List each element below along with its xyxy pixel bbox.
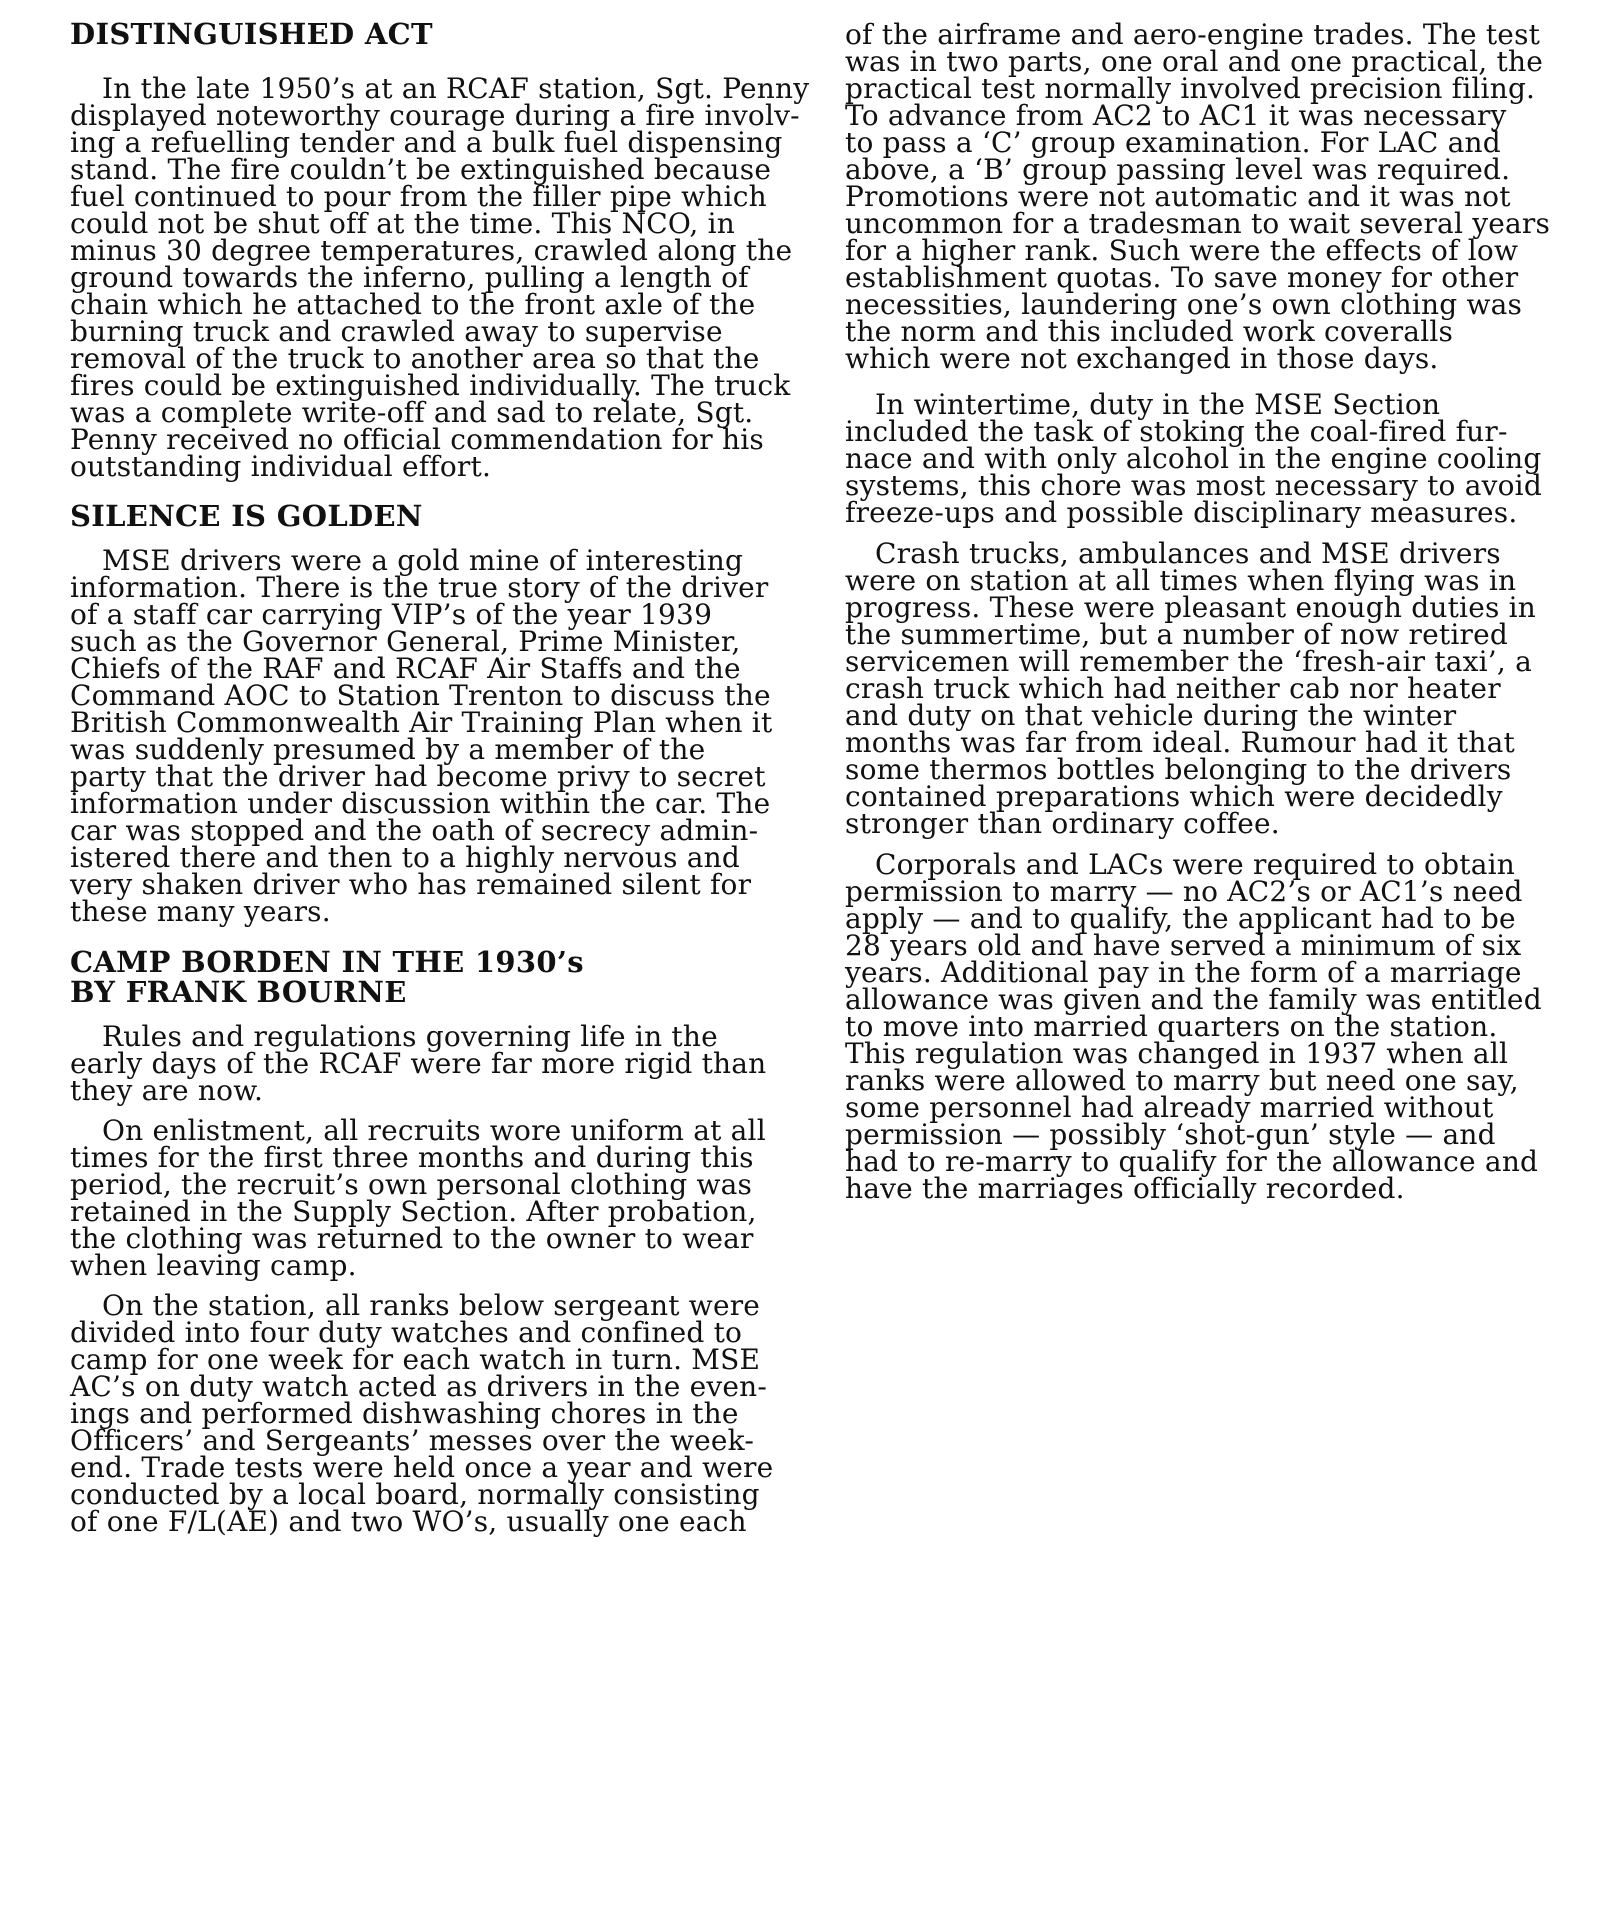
paragraph-line: Chiefs of the RAF and RCAF Air Staffs and the: [70, 652, 741, 685]
paragraph-line: ground towards the inferno, pulling a length of: [70, 261, 749, 294]
paragraph-line: ing a refuelling tender and a bulk fuel dispensing: [70, 126, 783, 159]
paragraph-line: some thermos bottles belonging to the drivers: [845, 753, 1512, 786]
paragraph-line: Penny received no official commendation for his: [70, 423, 764, 456]
paragraph-line: freeze-ups and possible disciplinary measures.: [845, 496, 1518, 529]
paragraph-line: To advance from AC2 to AC1 it was necessary: [845, 99, 1507, 132]
paragraph-line: retained in the Supply Section. After probation,: [70, 1195, 757, 1228]
section-heading-distinguished-act: DISTINGUISHED ACT: [70, 17, 433, 51]
section-byline: BY FRANK BOURNE: [70, 975, 407, 1009]
paragraph-line: end. Trade tests were held once a year and were: [70, 1451, 774, 1484]
paragraph-line: contained preparations which were decidedly: [845, 780, 1503, 813]
paragraph-line: the clothing was returned to the owner to wear: [70, 1222, 754, 1255]
section-heading-camp-borden: CAMP BORDEN IN THE 1930’s: [70, 945, 584, 979]
paragraph-line: such as the Governor General, Prime Minister,: [70, 625, 741, 658]
paragraph-line: ings and performed dishwashing chores in the: [70, 1397, 739, 1430]
paragraph-line: for a higher rank. Such were the effects of low: [845, 234, 1519, 267]
paragraph-line: years. Additional pay in the form of a marriage: [845, 956, 1522, 989]
paragraph-line: necessities, laundering one’s own clothing was: [845, 288, 1523, 321]
paragraph-line: fires could be extinguished individually. The truck: [70, 369, 791, 402]
paragraph-line: allowance was given and the family was entitled: [845, 983, 1542, 1016]
paragraph-line: times for the first three months and during this: [70, 1141, 754, 1174]
paragraph-line: systems, this chore was most necessary to avoid: [845, 469, 1542, 502]
paragraph-line: party that the driver had become privy to secret: [70, 760, 766, 793]
paragraph-line: uncommon for a tradesman to wait several years: [845, 207, 1551, 240]
paragraph-line: included the task of stoking the coal-fired fur-: [845, 415, 1508, 448]
paragraph-line: was a complete write-off and sad to relate, Sgt.: [70, 396, 754, 429]
paragraph-line: ranks were allowed to marry but need one say,: [845, 1064, 1519, 1097]
paragraph-line: of a staff car carrying VIP’s of the year 1939: [70, 598, 713, 631]
paragraph-line: months was far from ideal. Rumour had it that: [845, 726, 1515, 759]
paragraph-line: had to re-marry to qualify for the allowance and: [845, 1145, 1539, 1178]
paragraph-line: MSE drivers were a gold mine of interesting: [102, 544, 744, 577]
paragraph-line: Crash trucks, ambulances and MSE drivers: [875, 537, 1501, 570]
paragraph-line: establishment quotas. To save money for other: [845, 261, 1519, 294]
paragraph-line: AC’s on duty watch acted as drivers in the even-: [70, 1370, 768, 1403]
paragraph-line: very shaken driver who has remained silent for: [70, 868, 752, 901]
paragraph-line: stand. The fire couldn’t be extinguished because: [70, 153, 772, 186]
paragraph-line: displayed noteworthy courage during a fire involv-: [70, 99, 800, 132]
paragraph-line: above, a ‘B’ group passing level was required.: [845, 153, 1511, 186]
paragraph-line: In wintertime, duty in the MSE Section: [875, 388, 1441, 421]
paragraph-line: they are now.: [70, 1074, 264, 1107]
paragraph-line: Corporals and LACs were required to obtain: [875, 848, 1515, 881]
paragraph-line: early days of the RCAF were far more rigid than: [70, 1047, 767, 1080]
paragraph-line: of the airframe and aero-engine trades. The test: [845, 18, 1541, 51]
paragraph-line: period, the recruit’s own personal clothing was: [70, 1168, 753, 1201]
paragraph-line: chain which he attached to the front axle of the: [70, 288, 756, 321]
paragraph-line: and duty on that vehicle during the winter: [845, 699, 1457, 732]
paragraph-line: apply — and to qualify, the applicant had to be: [845, 902, 1516, 935]
paragraph-line: istered there and then to a highly nervous and: [70, 841, 741, 874]
section-heading-silence-is-golden: SILENCE IS GOLDEN: [70, 499, 423, 533]
paragraph-line: stronger than ordinary coffee.: [845, 807, 1280, 840]
paragraph-line: was in two parts, one oral and one practical, the: [845, 45, 1543, 78]
paragraph-line: crash truck which had neither cab nor heater: [845, 672, 1501, 705]
paragraph-line: permission to marry — no AC2’s or AC1’s need: [845, 875, 1523, 908]
paragraph-line: information. There is the true story of the driver: [70, 571, 769, 604]
paragraph-line: camp for one week for each watch in turn. MSE: [70, 1343, 761, 1376]
paragraph-line: This regulation was changed in 1937 when all: [845, 1037, 1509, 1070]
paragraph-line: Officers’ and Sergeants’ messes over the week-: [70, 1424, 755, 1457]
paragraph-line: servicemen will remember the ‘fresh-air taxi’, a: [845, 645, 1533, 678]
paragraph-line: could not be shut off at the time. This NCO, in: [70, 207, 735, 240]
paragraph-line: the norm and this included work coveralls: [845, 315, 1454, 348]
paragraph-line: the summertime, but a number of now retired: [845, 618, 1508, 651]
paragraph-line: 28 years old and have served a minimum of six: [845, 929, 1522, 962]
paragraph-line: to move into married quarters on the station.: [845, 1010, 1498, 1043]
paragraph-line: information under discussion within the car. The: [70, 787, 771, 820]
paragraph-line: fuel continued to pour from the filler pipe which: [70, 180, 767, 213]
paragraph-line: removal of the truck to another area so that the: [70, 342, 760, 375]
paragraph-line: burning truck and crawled away to supervise: [70, 315, 723, 348]
paragraph-line: On enlistment, all recruits wore uniform at all: [102, 1114, 766, 1147]
paragraph-line: have the marriages officially recorded.: [845, 1172, 1405, 1205]
paragraph-line: British Commonwealth Air Training Plan when it: [70, 706, 773, 739]
paragraph-line: to pass a ‘C’ group examination. For LAC and: [845, 126, 1501, 159]
paragraph-line: of one F/L(AE) and two WO’s, usually one each: [70, 1505, 747, 1538]
paragraph-line: Command AOC to Station Trenton to discuss the: [70, 679, 771, 712]
paragraph-line: minus 30 degree temperatures, crawled along the: [70, 234, 793, 267]
paragraph-line: were on station at all times when flying was in: [845, 564, 1517, 597]
paragraph-line: was suddenly presumed by a member of the: [70, 733, 706, 766]
paragraph-line: some personnel had already married without: [845, 1091, 1494, 1124]
paragraph-line: when leaving camp.: [70, 1249, 357, 1282]
paragraph-line: these many years.: [70, 895, 331, 928]
paragraph-line: car was stopped and the oath of secrecy admin-: [70, 814, 759, 847]
paragraph-line: outstanding individual effort.: [70, 450, 492, 483]
paragraph-line: Rules and regulations governing life in the: [102, 1020, 718, 1053]
paragraph-line: divided into four duty watches and confined to: [70, 1316, 743, 1349]
paragraph-line: which were not exchanged in those days.: [845, 342, 1439, 375]
paragraph-line: permission — possibly ‘shot-gun’ style — and: [845, 1118, 1496, 1151]
paragraph-line: progress. These were pleasant enough duties in: [845, 591, 1537, 624]
paragraph-line: conducted by a local board, normally consisting: [70, 1478, 760, 1511]
paragraph-line: Promotions were not automatic and it was not: [845, 180, 1511, 213]
paragraph-line: practical test normally involved precision filing.: [845, 72, 1536, 105]
paragraph-line: In the late 1950’s at an RCAF station, Sgt. Penny: [102, 72, 810, 105]
paragraph-line: On the station, all ranks below sergeant were: [102, 1289, 761, 1322]
paragraph-line: nace and with only alcohol in the engine cooling: [845, 442, 1542, 475]
